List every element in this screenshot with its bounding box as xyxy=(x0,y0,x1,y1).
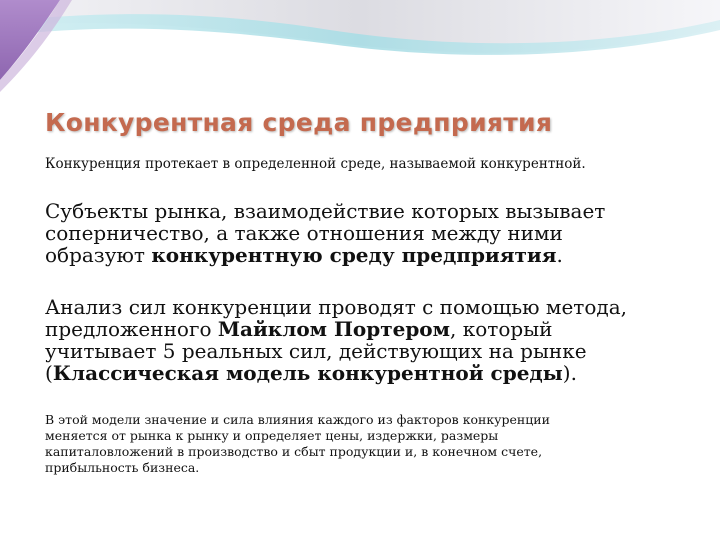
paragraph3-line2: меняется от рынка к рынку и определяет цены, издержки, размеры xyxy=(45,428,499,443)
paragraph2-porter-name: Майклом Портером xyxy=(217,317,451,341)
intro-text: Конкуренция протекает в определенной среде, называемой конкурентной. xyxy=(45,156,586,172)
paragraph-porter-analysis xyxy=(45,296,627,384)
paragraph2-line1: Анализ сил конкуренции проводят с помощью метода, xyxy=(45,295,627,319)
paragraph2-model-name: Классическая модель конкурентной среды xyxy=(52,361,563,385)
paragraph1-line1: Субъекты рынка, взаимодействие которых вызывает xyxy=(45,199,606,223)
paragraph2-line3: учитывает 5 реальных сил, действующих на рынке xyxy=(45,339,587,363)
paragraph1-line2: соперничество, а также отношения между ними xyxy=(45,221,563,245)
paragraph2-line2-post: , который xyxy=(450,317,553,341)
header-wave-decoration xyxy=(0,0,720,100)
paragraph-competitive-environment xyxy=(45,200,605,266)
paragraph3-line4: прибыльность бизнеса. xyxy=(45,460,200,475)
paragraph2-line2-pre: предложенного xyxy=(45,317,218,341)
paragraph1-line3-post: . xyxy=(556,243,563,267)
paragraph2-line4-pre: ( xyxy=(45,361,53,385)
paragraph3-line3: капиталовложений в производство и сбыт продукции и, в конечном счете, xyxy=(45,444,543,459)
paragraph1-emphasis: конкурентную среду предприятия xyxy=(151,243,557,267)
slide-title: Конкурентная среда предприятия xyxy=(45,108,553,137)
paragraph1-line3-pre: образуют xyxy=(45,243,152,267)
paragraph-model-factors xyxy=(45,412,550,476)
paragraph3-line1: В этой модели значение и сила влияния каждого из факторов конкуренции xyxy=(45,412,550,427)
paragraph2-line4-post: ). xyxy=(562,361,577,385)
